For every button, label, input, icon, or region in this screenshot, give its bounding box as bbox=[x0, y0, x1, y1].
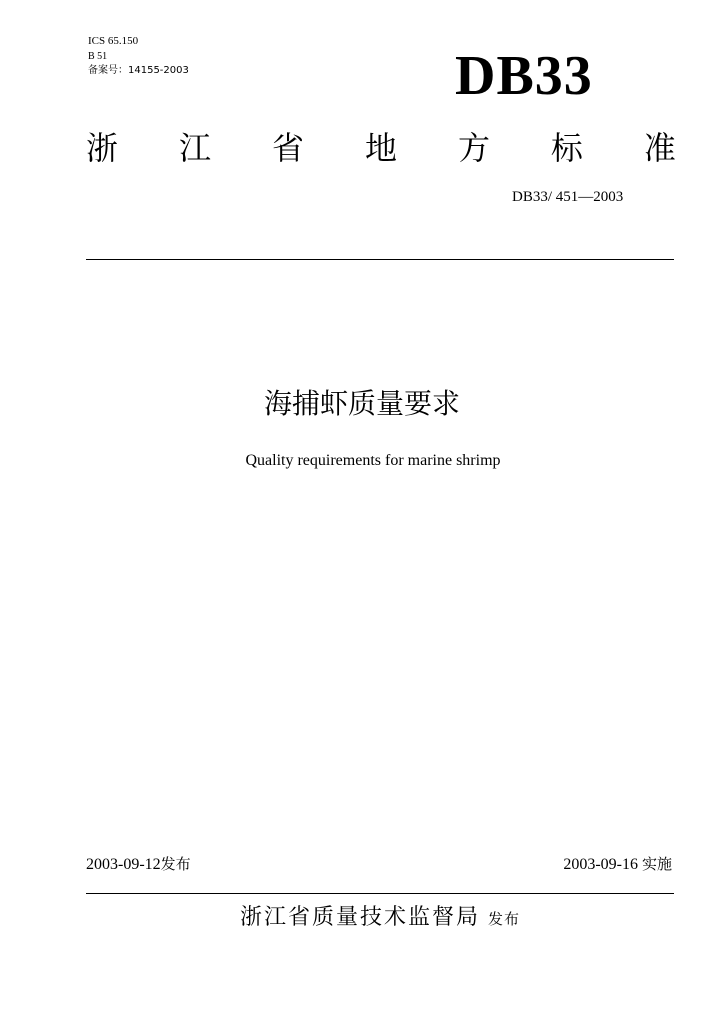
standard-code: DB33/ 451—2003 bbox=[512, 189, 624, 205]
standard-type-char: 省 bbox=[271, 129, 304, 167]
implement-label: 实施 bbox=[641, 855, 672, 873]
publish-date: 2003-09-12 bbox=[86, 856, 161, 873]
standard-type-char: 方 bbox=[457, 129, 490, 167]
issuer-line bbox=[0, 900, 724, 931]
issuer-name: 浙江省质量技术监督局 bbox=[239, 905, 480, 930]
document-title-en: Quality requirements for marine shrimp bbox=[245, 452, 501, 469]
standard-type-char: 准 bbox=[643, 129, 676, 167]
issuer-action: 发布 bbox=[488, 910, 521, 928]
classification-code: B 51 bbox=[88, 51, 108, 62]
standard-type-heading bbox=[86, 128, 676, 168]
filing-number: 备案号：14155-2003 bbox=[88, 65, 189, 76]
publish-label: 发布 bbox=[160, 855, 191, 873]
standard-type-char: 浙 bbox=[86, 129, 119, 167]
standard-type-char: 地 bbox=[364, 129, 397, 167]
standard-type-char: 标 bbox=[550, 129, 583, 167]
implement-date-line bbox=[563, 854, 672, 875]
standard-type-char: 江 bbox=[178, 129, 211, 167]
implement-date: 2003-09-16 bbox=[563, 856, 638, 873]
standard-mark: DB33 bbox=[455, 45, 593, 107]
top-divider bbox=[86, 259, 674, 260]
ics-code: ICS 65.150 bbox=[88, 35, 139, 47]
bottom-divider bbox=[86, 893, 674, 894]
document-title-zh: 海捕虾质量要求 bbox=[263, 387, 460, 420]
publish-date-line bbox=[86, 854, 191, 875]
